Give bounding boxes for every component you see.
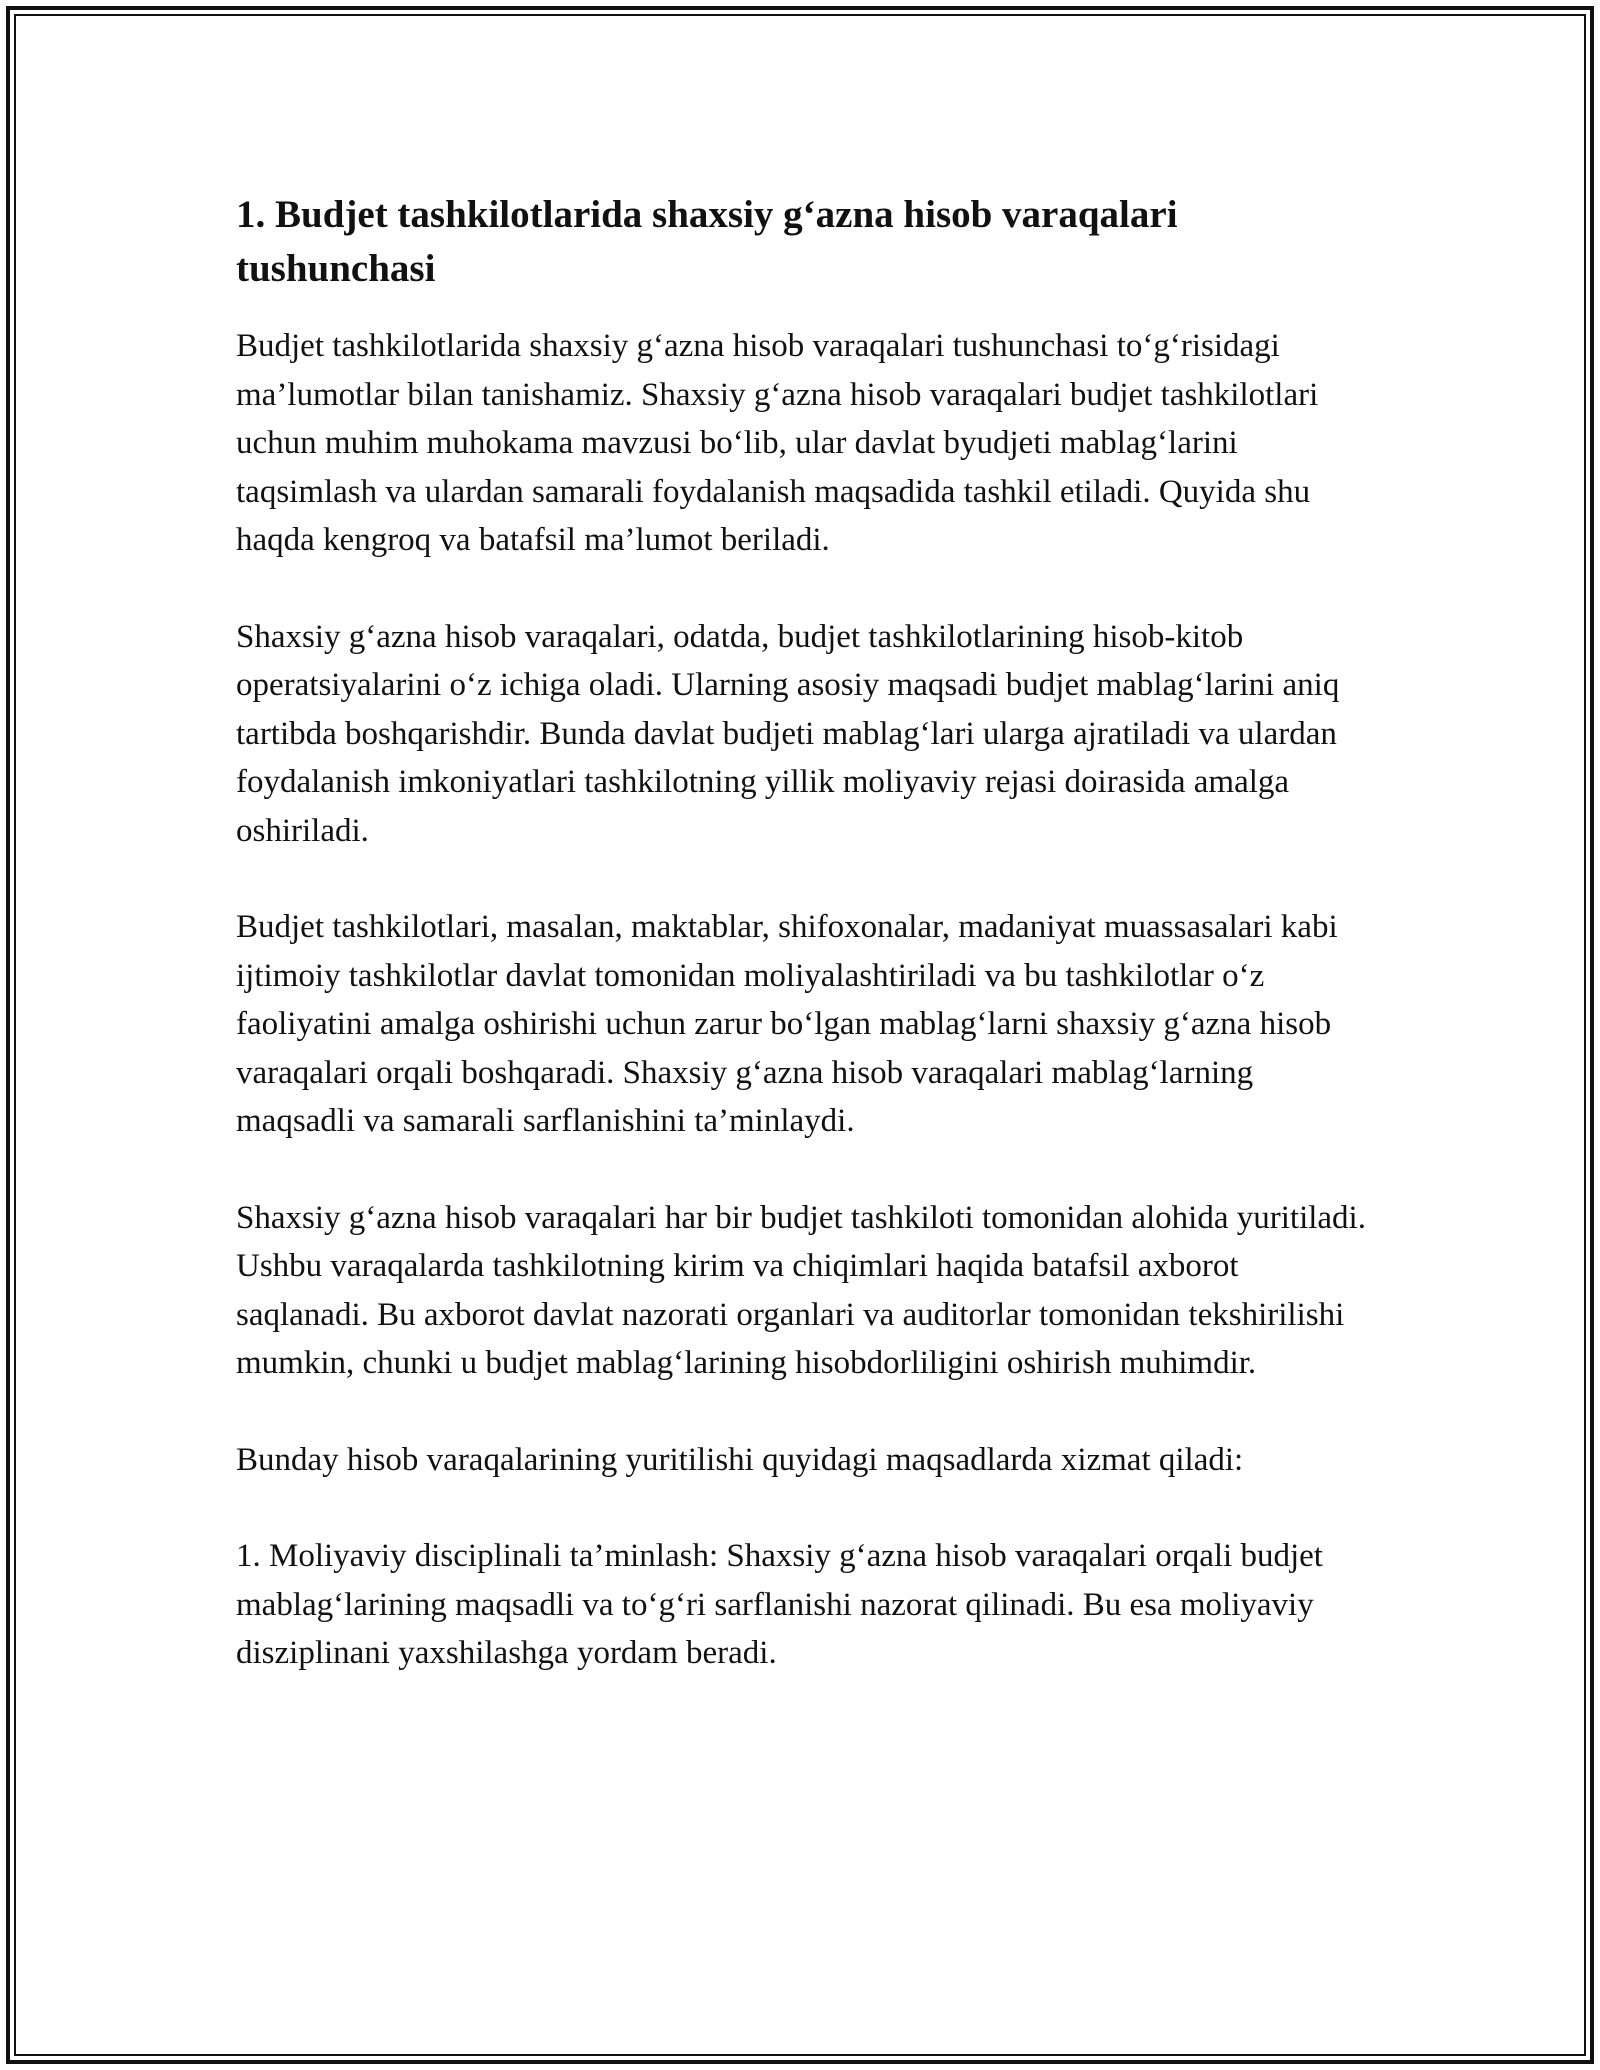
document-body	[236, 188, 1376, 1726]
paragraph-intro: Budjet tashkilotlarida shaxsiy g‘azna hisob varaqalari tushunchasi to‘g‘risidagi ma’lumotlar bilan tanishamiz. Shaxsiy g‘azna hisob varaqalari budjet tashkilotlari uchun muhim muhokama mavzusi bo‘lib, ular davlat byudjeti mablag‘larini taqsimlash va ulardan samarali foydalanish maqsadida tashkil etiladi. Quyida shu haqda kengroq va batafsil ma’lumot beriladi.	[236, 328, 1319, 558]
paragraph-record-keeping: Shaxsiy g‘azna hisob varaqalari har bir budjet tashkiloti tomonidan alohida yuritiladi. Ushbu varaqalarda tashkilotning kirim va chiqimlari haqida batafsil axborot saqlanadi. Bu axborot davlat nazorati organlari va auditorlar tomonidan tekshirilishi mumkin, chunki u budjet mablag‘larining hisobdorliligini oshirish muhimdir.	[236, 1199, 1366, 1381]
paragraph-list-item-1: 1. Moliyaviy disciplinali ta’minlash: Shaxsiy g‘azna hisob varaqalari orqali budjet mablag‘larining maqsadli va to‘g‘ri sarflanishi nazorat qilinadi. Bu esa moliyaviy disziplinani yaxshilashga yordam beradi.	[236, 1538, 1323, 1671]
paragraph-accounts-purpose: Shaxsiy g‘azna hisob varaqalari, odatda, budjet tashkilotlarining hisob-kitob operatsiyalarini o‘z ichiga oladi. Ularning asosiy maqsadi budjet mablag‘larini aniq tartibda boshqarishdir. Bunda davlat budjeti mablag‘lari ularga ajratiladi va ulardan foydalanish imkoniyatlari tashkilotning yillik moliyaviy rejasi doirasida amalga oshiriladi.	[236, 618, 1340, 849]
paragraph-goals-lead: Bunday hisob varaqalarining yuritilishi quyidagi maqsadlarda xizmat qiladi:	[236, 1441, 1244, 1478]
paragraph-budget-organizations: Budjet tashkilotlari, masalan, maktablar, shifoxonalar, madaniyat muassasalari kabi ijtimoiy tashkilotlar davlat tomonidan moliyalashtiriladi va bu tashkilotlar o‘z faoliyatini amalga oshirishi uchun zarur bo‘lgan mablag‘larni shaxsiy g‘azna hisob varaqalari orqali boshqaradi. Shaxsiy g‘azna hisob varaqalari mablag‘larning maqsadli va samarali sarflanishini ta’minlaydi.	[236, 909, 1338, 1139]
section-heading: 1. Budjet tashkilotlarida shaxsiy g‘azna hisob varaqalari tushunchasi	[236, 193, 1178, 290]
